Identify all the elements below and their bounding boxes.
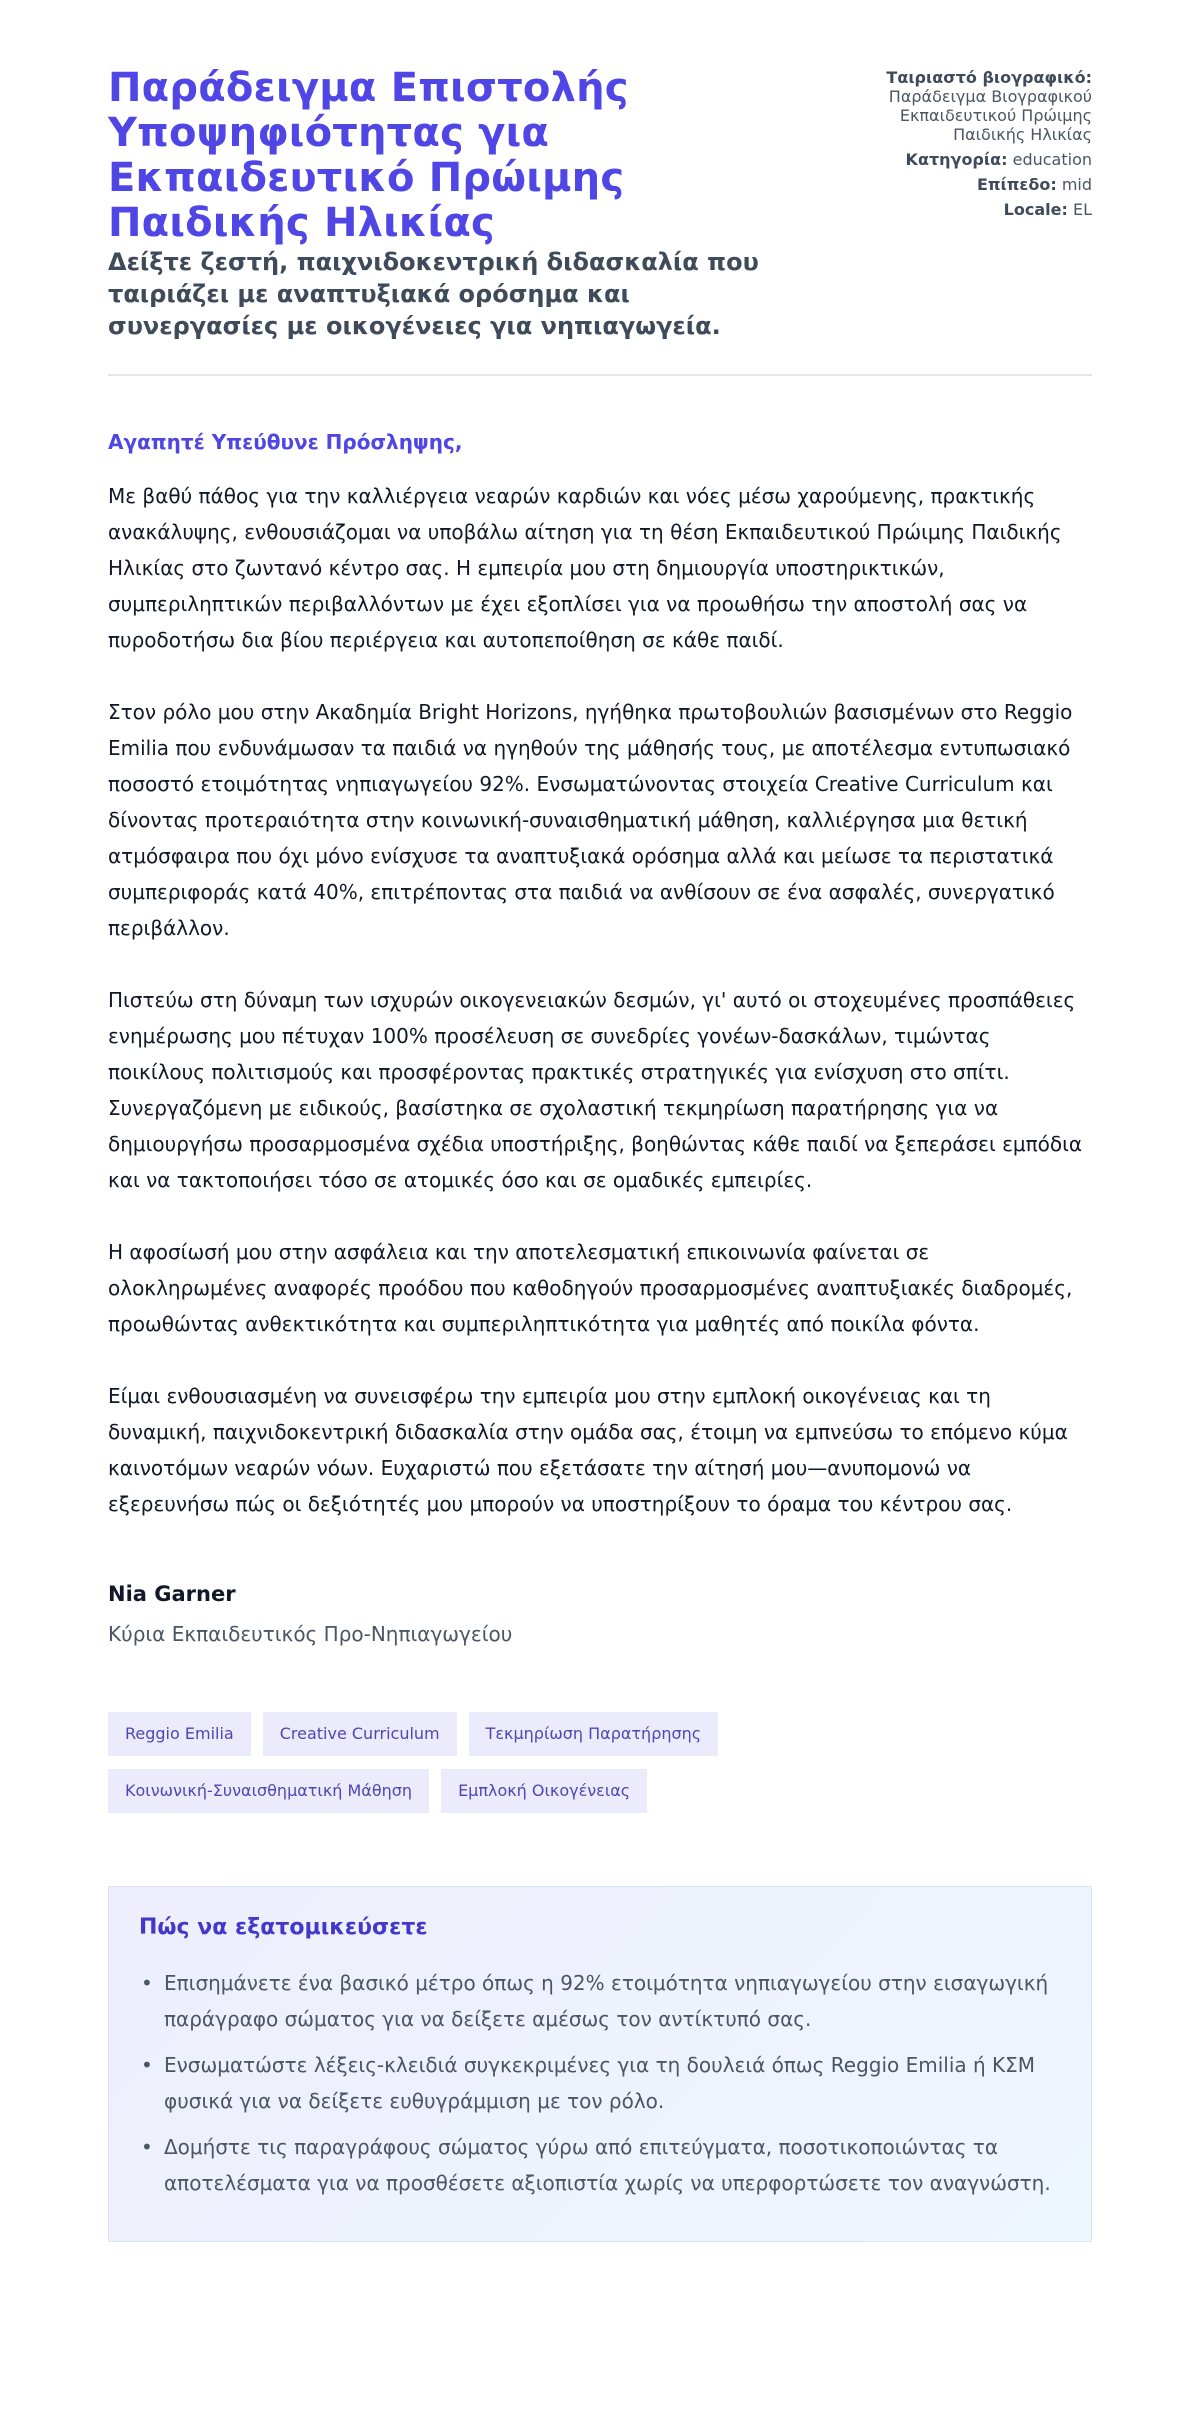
customization-tips-box bbox=[108, 1886, 1092, 2242]
tips-item-text: Δομήστε τις παραγράφους σώματος γύρω από επιτεύγματα, ποσοτικοποιώντας τα αποτελέσματα για να προσθέσετε αξιοπιστία χωρίς να υπερφορτώσετε τον αναγνώστη. bbox=[164, 2135, 1051, 2195]
tips-item-text: Ενσωματώστε λέξεις-κλειδιά συγκεκριμένες για τη δουλειά όπως Reggio Emilia ή ΚΣΜ φυσικά για να δείξετε ευθυγράμμιση με τον ρόλο. bbox=[164, 2053, 1036, 2113]
tips-title: Πώς να εξατομικεύσετε bbox=[139, 1915, 428, 1940]
letter-paragraph: Είμαι ενθουσιασμένη να συνεισφέρω την εμπειρία μου στην εμπλοκή οικογένειας και τη δυναμική, παιχνιδοκεντρική διδασκαλία στην ομάδα σας, έτοιμη να εμπνεύσω το επόμενο κύμα καινοτόμων νεαρών νόων. Ευχαριστώ που εξετάσατε την αίτησή μου—ανυπομονώ να εξερευνήσω πώς οι δεξιότητές μου μπορούν να υποστηρίξουν το όραμα του κέντρου σας. bbox=[108, 1384, 1068, 1516]
meta-category bbox=[872, 150, 1092, 169]
meta-category-label: Κατηγορία: bbox=[905, 150, 1008, 169]
letter-paragraph: Στον ρόλο μου στην Ακαδημία Bright Horizons, ηγήθηκα πρωτοβουλιών βασισμένων στο Reggio Emilia που ενδυνάμωσαν τα παιδιά να ηγηθούν της μάθησής τους, με αποτέλεσμα εντυπωσιακό ποσοστό ετοιμότητας νηπιαγωγείου 92%. Ενσωματώνοντας στοιχεία Creative Curriculum και δίνοντας προτεραιότητα στην κοινωνική-συναισθηματική μάθηση, καλλιέργησα μια θετική ατμόσφαιρα που όχι μόνο ενίσχυσε τα αναπτυξιακά ορόσημα αλλά και μείωσε τα περιστατικά συμπεριφοράς κατά 40%, επιτρέποντας στα παιδιά να ανθίσουν σε ένα ασφαλές, συνεργατικό περιβάλλον. bbox=[108, 700, 1073, 940]
page-header bbox=[108, 66, 1092, 342]
bullet-icon: • bbox=[141, 2053, 153, 2077]
keyword-tag: Τεκμηρίωση Παρατήρησης bbox=[469, 1712, 719, 1756]
letter-paragraph: Με βαθύ πάθος για την καλλιέργεια νεαρών καρδιών και νόες μέσω χαρούμενης, πρακτικής ανακάλυψης, ενθουσιάζομαι να υποβάλω αίτηση για τη θέση Εκπαιδευτικού Πρώιμης Παιδικής Ηλικίας στο ζωντανό κέντρο σας. Η εμπειρία μου στη δημιουργία υποστηρικτικών, συμπεριληπτικών περιβαλλόντων με έχει εξοπλίσει για να προωθήσω την αποστολή σας να πυροδοτήσω δια βίου περιέργεια και αυτοπεποίθηση σε κάθε παιδί. bbox=[108, 484, 1062, 652]
keyword-tag: Εμπλοκή Οικογένειας bbox=[441, 1769, 647, 1813]
meta-panel bbox=[872, 66, 1092, 225]
tips-list-item bbox=[139, 2129, 1061, 2201]
letter-greeting: Αγαπητέ Υπεύθυνε Πρόσληψης, bbox=[108, 430, 463, 454]
letter-paragraph: Πιστεύω στη δύναμη των ισχυρών οικογενειακών δεσμών, γι' αυτό οι στοχευμένες προσπάθειες ενημέρωσης μου πέτυχαν 100% προσέλευση σε συνεδρίες γονέων-δασκάλων, τιμώντας ποικίλους πολιτισμούς και προσφέροντας πρακτικές στρατηγικές για ενίσχυση στο σπίτι. Συνεργαζόμενη με ειδικούς, βασίστηκα σε σχολαστική τεκμηρίωση παρατήρησης για να δημιουργήσω προσαρμοσμένα σχέδια υποστήριξης, βοηθώντας κάθε παιδί να ξεπεράσει εμπόδια και να τακτοποιήσει τόσο σε ατομικές όσο και σε ομαδικές εμπειρίες. bbox=[108, 988, 1083, 1192]
tips-item-text: Επισημάνετε ένα βασικό μέτρο όπως η 92% ετοιμότητα νηπιαγωγείου στην εισαγωγική παράγραφο σώματος για να δείξετε αμέσως τον αντίκτυπό σας. bbox=[164, 1971, 1049, 2031]
meta-level-label: Επίπεδο: bbox=[976, 175, 1057, 194]
meta-matching-resume bbox=[872, 68, 1092, 144]
letter-paragraph: Η αφοσίωσή μου στην ασφάλεια και την αποτελεσματική επικοινωνία φαίνεται σε ολοκληρωμένες αναφορές προόδου που καθοδηγούν προσαρμοσμένες αναπτυξιακές διαδρομές, προωθώντας ανθεκτικότητα και συμπεριληπτικότητα για μαθητές από ποικίλα φόντα. bbox=[108, 1240, 1073, 1336]
meta-resume-label: Ταιριαστό βιογραφικό: bbox=[886, 68, 1092, 87]
signature-block bbox=[108, 1580, 1092, 1648]
keyword-tags bbox=[108, 1712, 808, 1813]
meta-resume-value: Παράδειγμα Βιογραφικού Εκπαιδευτικού Πρώιμης Παιδικής Ηλικίας bbox=[888, 87, 1092, 144]
page-title: Παράδειγμα Επιστολής Υποψηφιότητας για Εκπαιδευτικό Πρώιμης Παιδικής Ηλικίας bbox=[108, 65, 629, 246]
bullet-icon: • bbox=[141, 1971, 153, 1995]
header-divider bbox=[108, 374, 1092, 376]
keyword-tag: Creative Curriculum bbox=[263, 1712, 457, 1756]
keyword-tag: Κοινωνική-Συναισθηματική Μάθηση bbox=[108, 1769, 429, 1813]
signature-name: Nia Garner bbox=[108, 1582, 236, 1606]
header-title-block bbox=[108, 66, 788, 342]
tips-list bbox=[139, 1965, 1061, 2201]
meta-locale bbox=[872, 200, 1092, 219]
meta-category-value: education bbox=[1012, 150, 1092, 169]
meta-level-value: mid bbox=[1061, 175, 1092, 194]
signature-title: Κύρια Εκπαιδευτικός Προ-Νηπιαγωγείου bbox=[108, 1622, 513, 1646]
tips-list-item bbox=[139, 1965, 1061, 2037]
meta-locale-label: Locale: bbox=[1003, 200, 1068, 219]
page-subtitle: Δείξτε ζεστή, παιχνιδοκεντρική διδασκαλία που ταιριάζει με αναπτυξιακά ορόσημα και συνεργασίες με οικογένειες για νηπιαγωγεία. bbox=[108, 248, 759, 340]
letter-body bbox=[108, 428, 1092, 1522]
meta-level bbox=[872, 175, 1092, 194]
meta-locale-value: EL bbox=[1072, 200, 1092, 219]
tips-list-item bbox=[139, 2047, 1061, 2119]
bullet-icon: • bbox=[141, 2135, 153, 2159]
keyword-tag: Reggio Emilia bbox=[108, 1712, 251, 1756]
